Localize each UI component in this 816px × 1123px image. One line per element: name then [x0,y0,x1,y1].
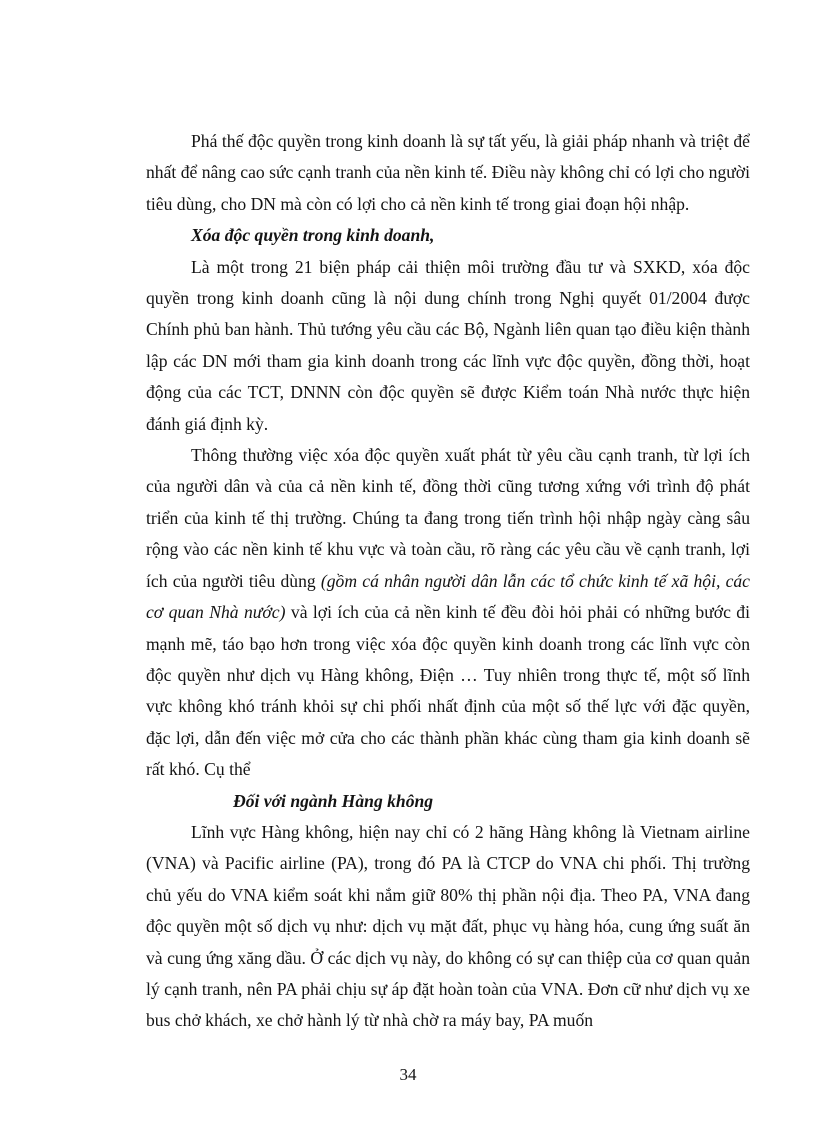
section-heading-hang-khong: Đối với ngành Hàng không [233,790,434,811]
paragraph-thong-thuong [146,440,750,785]
page-number: 34 [399,1065,417,1084]
paragraph-text: Thông thường việc xóa độc quyền xuất phát từ yêu cầu cạnh tranh, từ lợi ích của người dân và của cả nền kinh tế, đồng thời cũng tương xứng với trình độ phát triển của kinh tế thị trường. Chúng ta đang trong tiến trình hội nhập ngày càng sâu rộng vào các nền kinh tế khu vực và toàn cầu, rõ ràng các yêu cầu về cạnh tranh, lợi ích của người tiêu dùng [146,445,750,591]
paragraph-intro: Phá thế độc quyền trong kinh doanh là sự tất yếu, là giải pháp nhanh và triệt để nhất để nâng cao sức cạnh tranh của nền kinh tế. Điều này không chỉ có lợi cho người tiêu dùng, cho DN mà còn có lợi cho cả nền kinh tế trong giai đoạn hội nhập. [146,131,750,214]
paragraph-hang-khong: Lĩnh vực Hàng không, hiện nay chỉ có 2 hãng Hàng không là Vietnam airline (VNA) và Pacific airline (PA), trong đó PA là CTCP do VNA chi phối. Thị trường chủ yếu do VNA kiểm soát khi nắm giữ 80% thị phần nội địa. Theo PA, VNA đang độc quyền một số dịch vụ như: dịch vụ mặt đất, phục vụ hàng hóa, cung ứng suất ăn và cung ứng xăng dầu. Ở các dịch vụ này, do không có sự can thiệp của cơ quan quản lý cạnh tranh, nên PA phải chịu sự áp đặt hoàn toàn của VNA. Đơn cữ như dịch vụ xe bus chở khách, xe chở hành lý từ nhà chờ ra máy bay, PA muốn [146,821,750,1031]
paragraph-nghi-quyet: Là một trong 21 biện pháp cải thiện môi trường đầu tư và SXKD, xóa độc quyền trong kinh doanh cũng là nội dung chính trong Nghị quyết 01/2004 được Chính phủ ban hành. Thủ tướng yêu cầu các Bộ, Ngành liên quan tạo điều kiện thành lập các DN mới tham gia kinh doanh trong các lĩnh vực độc quyền, đồng thời, hoạt động của các TCT, DNNN còn độc quyền sẽ được Kiểm toán Nhà nước thực hiện đánh giá định kỳ. [146,256,750,434]
section-heading-xoa-doc-quyen: Xóa độc quyền trong kinh doanh, [191,225,435,246]
document-body [146,126,750,1037]
paragraph-text-continued: và lợi ích của cả nền kinh tế đều đòi hỏi phải có những bước đi mạnh mẽ, táo bạo hơn trong việc xóa độc quyền kinh doanh trong các lĩnh vực còn độc quyền như dịch vụ Hàng không, Điện … Tuy nhiên trong thực tế, một số lĩnh vực không khó tránh khỏi sự chi phối nhất định của một số thế lực với đặc quyền, đặc lợi, dẫn đến việc mở cửa cho các thành phần khác cùng tham gia kinh doanh sẽ rất khó. Cụ thể [146,602,750,780]
italic-note: (gồm cá nhân người dân lẫn các tổ chức kinh tế xã hội, các cơ quan Nhà nước) [146,570,750,623]
